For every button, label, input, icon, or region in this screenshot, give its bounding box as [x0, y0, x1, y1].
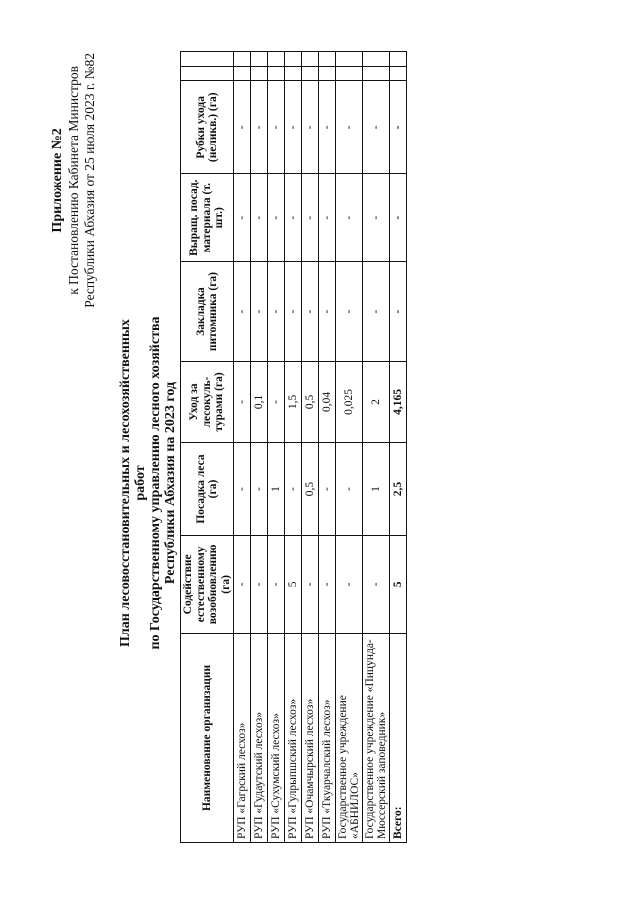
table-cell-value: 1,5	[285, 361, 302, 442]
table-cell-value: -	[319, 443, 336, 536]
table-cell-empty	[285, 66, 302, 81]
table-cell-value: -	[251, 535, 268, 633]
table-cell-organization: РУП «Очамчырский лесхоз»	[302, 633, 319, 842]
table-cell-value: 0,5	[302, 443, 319, 536]
table-row	[285, 52, 302, 843]
table-cell-organization: РУП «Гудаутский лесхоз»	[251, 633, 268, 842]
table-cell-value: -	[319, 535, 336, 633]
table-cell-value: -	[234, 535, 251, 633]
table-cell-value: -	[268, 174, 285, 262]
table-cell-value: 0,04	[319, 361, 336, 442]
table-cell-value: -	[336, 174, 363, 262]
table-cell-value: -	[268, 361, 285, 442]
plan-title-line-1: План лесовосстановительных и лесохозяйственных работ	[118, 319, 148, 647]
table-cell-value: -	[302, 174, 319, 262]
header-seedling-growing: Выращ. посад. материала (т. шт.)	[181, 174, 234, 262]
table-cell-value: -	[390, 174, 407, 262]
table-cell-value: 5	[390, 535, 407, 633]
table-cell-value: 2	[363, 361, 390, 442]
table-cell-value: -	[363, 174, 390, 262]
table-row	[268, 52, 285, 843]
table-row	[336, 52, 363, 843]
table-cell-empty	[336, 66, 363, 81]
table-cell-empty	[302, 52, 319, 67]
appendix-header	[50, 53, 98, 308]
table-cell-organization: РУП «Ткуарчалский лесхоз»	[319, 633, 336, 842]
table-cell-empty	[234, 52, 251, 67]
table-cell-value: -	[268, 81, 285, 174]
table-total-row	[390, 52, 407, 843]
table-cell-value: -	[319, 174, 336, 262]
table-row	[319, 52, 336, 843]
table-cell-value: 0,1	[251, 361, 268, 442]
table-cell-value: 5	[285, 535, 302, 633]
table-cell-value: -	[234, 361, 251, 442]
table-cell-empty	[363, 66, 390, 81]
table-cell-empty	[234, 66, 251, 81]
table-cell-value: -	[234, 174, 251, 262]
plan-title	[118, 303, 178, 663]
table-cell-value: 0,025	[336, 361, 363, 442]
table-cell-organization: РУП «Гагрский лесхоз»	[234, 633, 251, 842]
table-cell-value: -	[285, 81, 302, 174]
table-cell-value: -	[302, 535, 319, 633]
table-cell-empty	[319, 66, 336, 81]
plan-title-line-3: Республики Абхазия на 2023 год	[163, 381, 178, 585]
table-cell-value: -	[234, 81, 251, 174]
header-plantation-care: Уход за лесокуль-турами (га)	[181, 361, 234, 442]
table-cell-value: -	[363, 535, 390, 633]
table-cell-value: -	[390, 81, 407, 174]
plan-table	[180, 51, 407, 843]
table-cell-value: -	[285, 443, 302, 536]
table-cell-value: -	[251, 443, 268, 536]
table-cell-value: -	[251, 81, 268, 174]
table-cell-value: 1	[363, 443, 390, 536]
header-empty-2	[181, 52, 234, 67]
header-nursery-laying: Закладка питомника (га)	[181, 262, 234, 361]
table-cell-value: 0,5	[302, 361, 319, 442]
table-cell-value: -	[302, 262, 319, 361]
header-empty-1	[181, 66, 234, 81]
table-cell-organization: Всего:	[390, 633, 407, 842]
table-cell-empty	[319, 52, 336, 67]
table-cell-empty	[363, 52, 390, 67]
table-cell-empty	[336, 52, 363, 67]
table-cell-value: -	[285, 262, 302, 361]
table-cell-value: -	[363, 81, 390, 174]
table-header-row	[181, 52, 234, 843]
appendix-line-1: к Постановлению Кабинета Министров	[66, 65, 81, 295]
header-forest-planting: Посадка леса (га)	[181, 443, 234, 536]
plan-title-line-2: по Государственному управлению лесного хозяйства	[148, 316, 163, 650]
table-cell-value: 1	[268, 443, 285, 536]
table-cell-value: 4,165	[390, 361, 407, 442]
table-cell-value: -	[251, 262, 268, 361]
appendix-line-2: Республики Абхазия от 25 июля 2023 г. №82	[82, 53, 97, 308]
table-cell-value: -	[390, 262, 407, 361]
table-cell-value: -	[302, 81, 319, 174]
table-cell-empty	[390, 52, 407, 67]
table-row	[251, 52, 268, 843]
table-cell-organization: Государственное учреждение «АБНИЛОС»	[336, 633, 363, 842]
table-row	[234, 52, 251, 843]
table-cell-value: -	[234, 262, 251, 361]
table-cell-value: 2,5	[390, 443, 407, 536]
table-cell-value: -	[319, 262, 336, 361]
table-cell-empty	[390, 66, 407, 81]
table-row	[363, 52, 390, 843]
table-cell-value: -	[268, 262, 285, 361]
appendix-title: Приложение №2	[50, 128, 65, 233]
table-cell-empty	[285, 52, 302, 67]
table-cell-empty	[302, 66, 319, 81]
table-cell-organization: РУП «Сухумский лесхоз»	[268, 633, 285, 842]
table-cell-value: -	[336, 262, 363, 361]
table-cell-empty	[268, 52, 285, 67]
table-cell-value: -	[319, 81, 336, 174]
table-cell-value: -	[285, 174, 302, 262]
table-cell-value: -	[336, 535, 363, 633]
table-cell-value: -	[336, 443, 363, 536]
table-cell-value: -	[336, 81, 363, 174]
table-cell-value: -	[251, 174, 268, 262]
table-cell-empty	[251, 66, 268, 81]
table-cell-organization: РУП «Гулрыпшский лесхоз»	[285, 633, 302, 842]
table-cell-organization: Государственное учреждение «Пицунда-Мюссерский заповедник»	[363, 633, 390, 842]
table-cell-value: -	[234, 443, 251, 536]
header-thinning: Рубки ухода (неликв.) (га)	[181, 81, 234, 174]
table-cell-empty	[251, 52, 268, 67]
table-cell-value: -	[268, 535, 285, 633]
table-row	[302, 52, 319, 843]
document-page	[40, 43, 600, 843]
table-cell-empty	[268, 66, 285, 81]
table-cell-value: -	[363, 262, 390, 361]
header-organization: Наименование организации	[181, 633, 234, 842]
header-natural-regeneration: Содействие естественному возобновлению (га)	[181, 535, 234, 633]
